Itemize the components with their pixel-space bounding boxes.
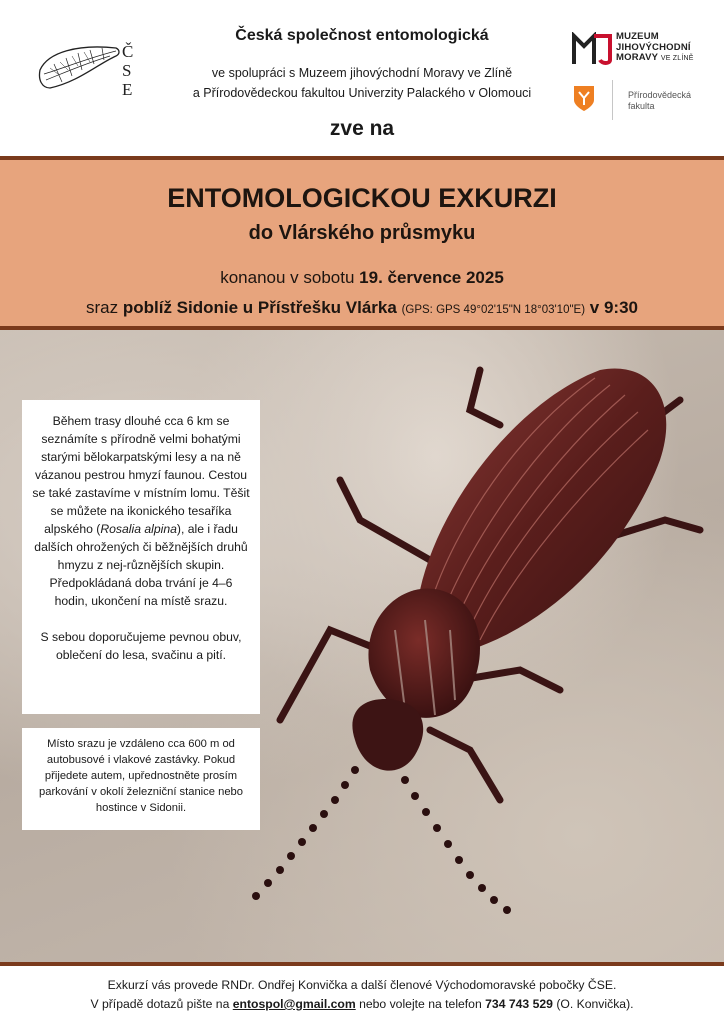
event-title: ENTOMOLOGICKOU EXKURZI xyxy=(167,183,557,213)
meet-prefix: sraz xyxy=(86,298,119,317)
footer xyxy=(0,962,724,1024)
description-box xyxy=(22,400,260,714)
cse-logo xyxy=(38,38,138,104)
description-paragraph xyxy=(32,412,250,610)
meeting-info-box xyxy=(22,728,260,830)
phone-number: 734 743 529 xyxy=(485,997,553,1011)
description-text-end: ), ale i řadu dalších ohrožených či běžnějších druhů hmyzu z nej-různějších skupin. Předpokládaná doba trvání je 4–6 hodin, ukončení na místě srazu. xyxy=(34,522,248,608)
meet-time: v 9:30 xyxy=(589,298,638,317)
meeting-info-text: Místo srazu je vzdáleno cca 600 m od autobusové i vlakové zastávky. Pokud přijedete autem, upřednostněte prosím parkování v okolí železniční stanice nebo hostince v Sidonii. xyxy=(39,738,243,814)
museum-logo xyxy=(572,30,702,70)
museum-name xyxy=(616,32,694,65)
species-name: Rosalia alpina xyxy=(100,522,177,536)
meet-place: poblíž Sidonie u Přístřešku Vlárka xyxy=(122,298,397,317)
faculty-name-line-2: fakulta xyxy=(628,101,655,111)
museum-name-line-3-small: VE ZLÍNĚ xyxy=(660,55,694,62)
meeting-line xyxy=(0,298,724,318)
museum-name-line-3-main: MORAVY xyxy=(616,52,659,63)
paragraph-gap xyxy=(32,610,250,628)
email-link[interactable]: entospol@gmail.com xyxy=(232,997,356,1011)
org-logo-text: ČSE xyxy=(122,42,134,99)
museum-name-line-3 xyxy=(616,53,694,65)
faculty-logo-divider xyxy=(612,80,613,120)
museum-mark-icon xyxy=(572,32,612,66)
contact-suffix: (O. Konvička). xyxy=(556,997,634,1011)
invite-text: zve na xyxy=(329,117,395,140)
museum-name-line-1: MUZEUM xyxy=(616,31,659,42)
organization-name: Česká společnost entomologická xyxy=(235,27,489,44)
guide-line: Exkurzí vás provede RNDr. Ondřej Konvička a další členové Východomoravské pobočky ČSE. xyxy=(107,978,617,992)
faculty-name-line-1: Přírodovědecká xyxy=(628,90,692,100)
faculty-logo xyxy=(572,80,712,120)
event-date-line xyxy=(0,268,724,288)
event-date: 19. července 2025 xyxy=(359,268,504,287)
title-band xyxy=(0,156,724,330)
contact-prefix: V případě dotazů pište na xyxy=(90,997,230,1011)
beetle-photo xyxy=(0,330,724,962)
date-prefix: konanou v sobotu xyxy=(220,268,355,287)
museum-name-line-2: JIHOVÝCHODNÍ xyxy=(616,41,691,53)
collaboration-line-2: a Přírodovědeckou fakultou Univerzity Palackého v Olomouci xyxy=(192,86,532,100)
faculty-shield-icon xyxy=(572,84,596,112)
contact-line xyxy=(0,997,724,1011)
equipment-paragraph: S sebou doporučujeme pevnou obuv, oblečení do lesa, svačinu a pití. xyxy=(40,630,242,662)
description-text-start: Během trasy dlouhé cca 6 km se seznámíte s přírodně velmi bohatými starými bělokarpatskými lesy a na ně vázanou pestrou hmyzí faunou. Cestou se také zastavíme v místním lomu. Těšit se můžete na ikonického tesaříka alpského ( xyxy=(32,414,250,536)
faculty-name xyxy=(628,90,691,112)
event-subtitle: do Vlárského průsmyku xyxy=(248,222,476,244)
collaboration-line-1: ve spolupráci s Muzeem jihovýchodní Moravy ve Zlíně xyxy=(211,66,513,80)
header xyxy=(0,0,724,156)
gps-coordinates: (GPS: GPS 49°02'15"N 18°03'10"E) xyxy=(401,304,586,316)
contact-middle: nebo volejte na telefon xyxy=(359,997,482,1011)
